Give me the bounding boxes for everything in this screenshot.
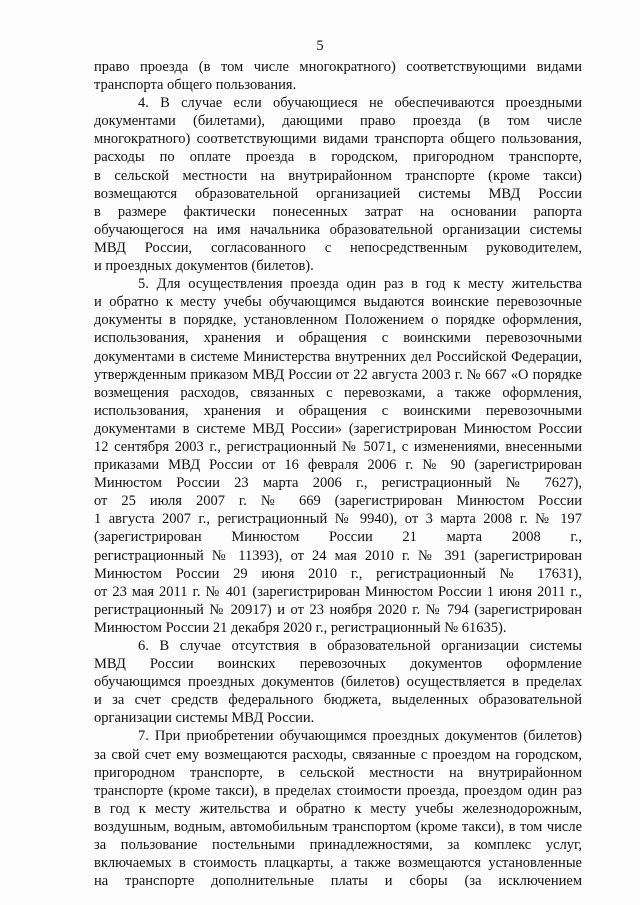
text-line: и за счет средств федерального бюджета, выделенных образовательной (94, 692, 582, 709)
text-line: 12 сентября 2003 г., регистрационный № 5071, с изменениями, внесенными (94, 438, 582, 455)
text-line: документы в порядке, установленном Положением о порядке оформления, (94, 312, 582, 329)
text-line: на транспорте дополнительные платы и сборы (за исключением (94, 873, 582, 890)
text-line: возмещаются образовательной организацией системы МВД России (94, 185, 582, 202)
text-line: 5. Для осуществления проезда один раз в год к месту жительства (138, 276, 582, 293)
text-line: МВД России воинских перевозочных документов оформление (94, 656, 582, 673)
text-line: в сельской местности на внутрирайонном транспорте (кроме такси) (94, 167, 582, 184)
text-line: возмещения расходов, связанных с перевозками, а также оформления, (94, 384, 582, 401)
text-line: обучающегося на имя начальника образовательной организации системы (94, 221, 582, 238)
paragraph (94, 727, 582, 890)
text-line: 6. В случае отсутствия в образовательной организации системы (138, 638, 582, 654)
text-line: Минюстом России 29 июня 2010 г., регистрационный № 17631), (94, 565, 582, 582)
paragraph (94, 58, 582, 94)
text-line: документами в системе МВД России» (зарегистрирован Минюстом России (94, 420, 582, 437)
text-line: право проезда (в том числе многократного) соответствующими видами (94, 59, 582, 75)
text-line: Минюстом России 23 марта 2006 г., регистрационный № 7627), (94, 475, 582, 492)
document-body (94, 58, 582, 890)
text-line: обучающимся проездных документов (билетов) осуществляется в пределах (94, 674, 582, 691)
text-line: 7. При приобретении обучающимся проездных документов (билетов) (138, 728, 582, 745)
text-line: утвержденным приказом МВД России от 22 августа 2003 г. № 667 «О порядке (94, 366, 582, 383)
text-line: расходы по оплате проезда в городском, пригородном транспорте, (94, 149, 582, 166)
text-line: документами (билетами), дающими право проезда (в том числе (94, 113, 582, 130)
text-line: 1 августа 2007 г., регистрационный № 9940), от 3 марта 2008 г. № 197 (94, 511, 582, 528)
paragraph (94, 94, 582, 275)
text-line: воздушным, водным, автомобильным транспортом (кроме такси), в том числе (94, 818, 582, 835)
paragraph (94, 275, 582, 637)
text-line: пригородном транспорте, в сельской местности на внутрирайонном (94, 764, 582, 781)
text-line: за пользование постельными принадлежностями, за комплекс услуг, (94, 837, 582, 854)
text-line: транспорта общего пользования. (94, 77, 297, 94)
text-line: приказами МВД России от 16 февраля 2006 г. № 90 (зарегистрирован (94, 457, 582, 474)
text-line: в год к месту жительства и обратно к месту учебы железнодорожным, (94, 800, 582, 817)
text-line: Минюстом России 21 декабря 2020 г., регистрационный № 61635). (94, 619, 507, 636)
text-line: регистрационный № 20917) и от 23 ноября 2020 г. № 794 (зарегистрирован (94, 601, 582, 618)
paragraph (94, 637, 582, 727)
text-line: (зарегистрирован Минюстом России 21 марта 2008 г., (94, 529, 582, 546)
page-number: 5 (316, 38, 324, 54)
text-line: использования, хранения и обращения с воинскими перевозочными (94, 330, 582, 347)
text-line: включаемых в стоимость плацкарты, а также возмещаются установленные (94, 855, 582, 872)
text-line: и обратно к месту учебы обучающимся выдаются воинские перевозочные (94, 294, 582, 311)
text-line: регистрационный № 11393), от 24 мая 2010 г. № 391 (зарегистрирован (94, 547, 582, 564)
text-line: использования, хранения и обращения с воинскими перевозочными (94, 402, 582, 419)
text-line: и проездных документов (билетов). (94, 258, 314, 275)
text-line: транспорте (кроме такси), в пределах стоимости проезда, проездом один раз (94, 782, 582, 799)
text-line: 4. В случае если обучающиеся не обеспечиваются проездными (138, 95, 582, 112)
text-line: за свой счет ему возмещаются расходы, связанные с проездом на городском, (94, 746, 582, 763)
text-line: организации системы МВД России. (94, 710, 315, 727)
text-line: от 25 июля 2007 г. № 669 (зарегистрирован Минюстом России (94, 493, 582, 510)
text-line: от 23 мая 2011 г. № 401 (зарегистрирован Минюстом России 1 июня 2011 г., (94, 583, 582, 600)
text-line: документами в системе Министерства внутренних дел Российской Федерации, (94, 348, 582, 365)
text-line: в размере фактически понесенных затрат на основании рапорта (94, 203, 582, 220)
text-line: МВД России, согласованного с непосредственным руководителем, (94, 239, 582, 256)
text-line: многократного) соответствующими видами транспорта общего пользования, (94, 131, 582, 148)
